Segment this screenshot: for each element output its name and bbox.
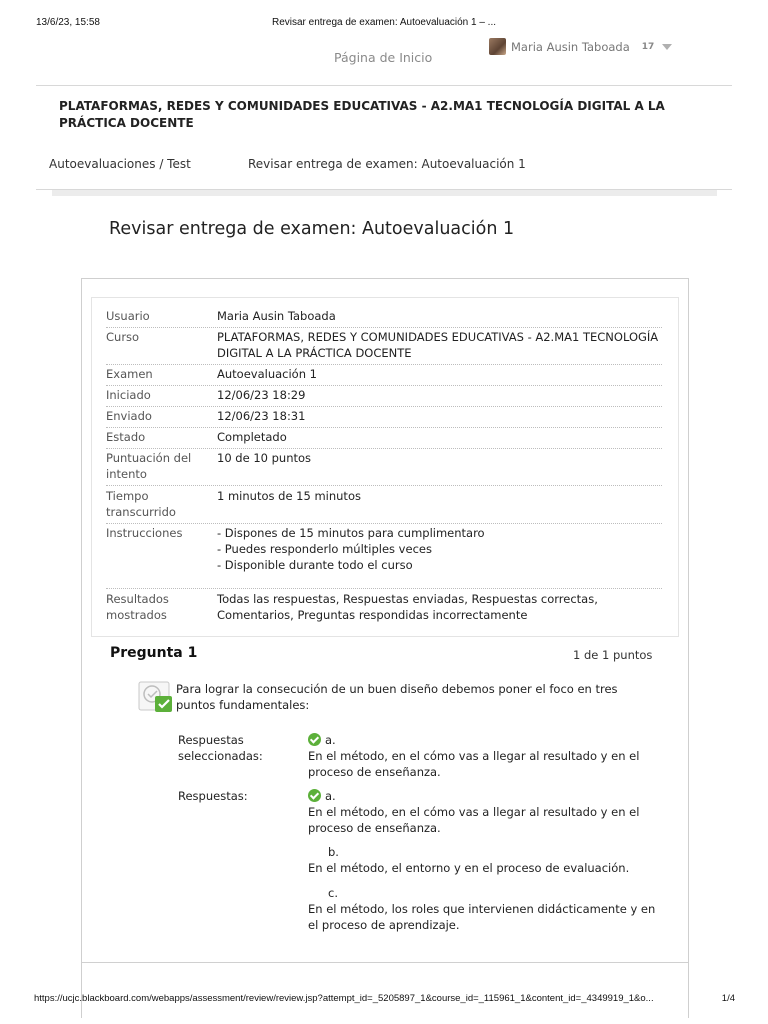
info-row-curso [106, 329, 662, 365]
info-value: Todas las respuestas, Respuestas enviadas, Respuestas correctas, Comentarios, Preguntas respondidas incorrectamente [217, 592, 598, 622]
question-points: 1 de 1 puntos [573, 648, 653, 662]
info-value: 10 de 10 puntos [217, 451, 312, 465]
info-row-puntuacion [106, 450, 662, 486]
info-value: 12/06/23 18:29 [217, 388, 306, 402]
user-name[interactable]: Maria Ausin Taboada [511, 39, 630, 54]
avatar[interactable] [489, 38, 506, 55]
breadcrumb-item-current: Revisar entrega de examen: Autoevaluación 1 [248, 157, 526, 171]
info-label: Curso [106, 330, 140, 344]
notification-count[interactable]: 17 [641, 41, 655, 52]
check-icon [308, 789, 321, 802]
info-row-instrucciones [106, 525, 662, 589]
question-title: Pregunta 1 [110, 645, 198, 661]
question-divider [82, 962, 688, 963]
info-value: Autoevaluación 1 [217, 367, 317, 381]
info-label: Usuario [106, 309, 150, 323]
answer-option-b [308, 844, 658, 876]
question-text: Para lograr la consecución de un buen diseño debemos poner el foco en tres puntos fundamentales: [176, 682, 618, 712]
answer-text: En el método, en el cómo vas a llegar al resultado y en el proceso de enseñanza. [308, 749, 640, 779]
page-title: Revisar entrega de examen: Autoevaluación 1 [109, 219, 515, 239]
info-label: Enviado [106, 409, 152, 423]
info-row-estado [106, 429, 662, 449]
answer-text: En el método, los roles que intervienen didácticamente y en el proceso de aprendizaje. [308, 902, 656, 932]
answer-text: En el método, en el cómo vas a llegar al resultado y en el proceso de enseñanza. [308, 805, 640, 835]
print-title: Revisar entrega de examen: Autoevaluación 1 – ... [271, 17, 497, 28]
info-value: PLATAFORMAS, REDES Y COMUNIDADES EDUCATIVAS - A2.MA1 TECNOLOGÍA DIGITAL A LA PRÁCTICA DOCENTE [217, 330, 659, 360]
answer-option-a [308, 788, 658, 836]
info-label: Iniciado [106, 388, 151, 402]
attempt-info-panel [91, 297, 679, 637]
info-value: Maria Ausin Taboada [217, 309, 336, 323]
answer-text: En el método, el entorno y en el proceso de evaluación. [308, 861, 630, 875]
info-row-enviado [106, 408, 662, 428]
info-row-examen [106, 366, 662, 386]
info-row-resultados [106, 591, 662, 627]
info-value: 1 minutos de 15 minutos [217, 489, 361, 503]
print-date: 13/6/23, 15:58 [36, 17, 100, 28]
instruction-line: - Dispones de 15 minutos para cumplimentaro [217, 526, 485, 540]
info-label: Instrucciones [106, 526, 183, 540]
info-label: Examen [106, 367, 153, 381]
answer-letter: a. [325, 733, 336, 747]
check-icon [308, 733, 321, 746]
instruction-line: - Disponible durante todo el curso [217, 558, 413, 572]
info-value: 12/06/23 18:31 [217, 409, 306, 423]
course-title: PLATAFORMAS, REDES Y COMUNIDADES EDUCATIVAS - A2.MA1 TECNOLOGÍA DIGITAL A LA PRÁCTICA DOCENTE [59, 99, 665, 130]
answer-letter: c. [328, 886, 338, 900]
print-page-number: 1/4 [721, 993, 735, 1004]
top-navigation [36, 36, 732, 86]
selected-answers-label: Respuestas seleccionadas: [178, 733, 263, 763]
home-link[interactable]: Página de Inicio [334, 50, 433, 65]
answer-letter: b. [328, 845, 339, 859]
info-label: Puntuación del intento [106, 451, 192, 481]
answer-option-c [308, 885, 658, 933]
print-url: https://ucjc.blackboard.com/webapps/assessment/review/review.jsp?attempt_id=_5205897_1&course_id=_115961_1&content_id=_4349919_1&o... [34, 993, 654, 1004]
info-value: Completado [217, 430, 287, 444]
chevron-down-icon[interactable] [662, 44, 672, 50]
info-value [217, 525, 665, 573]
answer-letter: a. [325, 789, 336, 803]
info-row-tiempo [106, 488, 662, 524]
correct-question-icon [138, 681, 174, 713]
info-row-usuario [106, 308, 662, 328]
breadcrumb-item-autoevaluaciones[interactable]: Autoevaluaciones / Test [49, 157, 191, 171]
info-label: Tiempo transcurrido [106, 489, 176, 519]
breadcrumb-shadow [52, 190, 717, 196]
breadcrumb [36, 150, 732, 190]
answers-label: Respuestas: [178, 789, 248, 803]
info-label: Resultados mostrados [106, 592, 169, 622]
selected-answer [308, 732, 658, 780]
user-menu[interactable] [489, 38, 672, 55]
info-label: Estado [106, 430, 146, 444]
info-row-iniciado [106, 387, 662, 407]
instruction-line: - Puedes responderlo múltiples veces [217, 542, 432, 556]
